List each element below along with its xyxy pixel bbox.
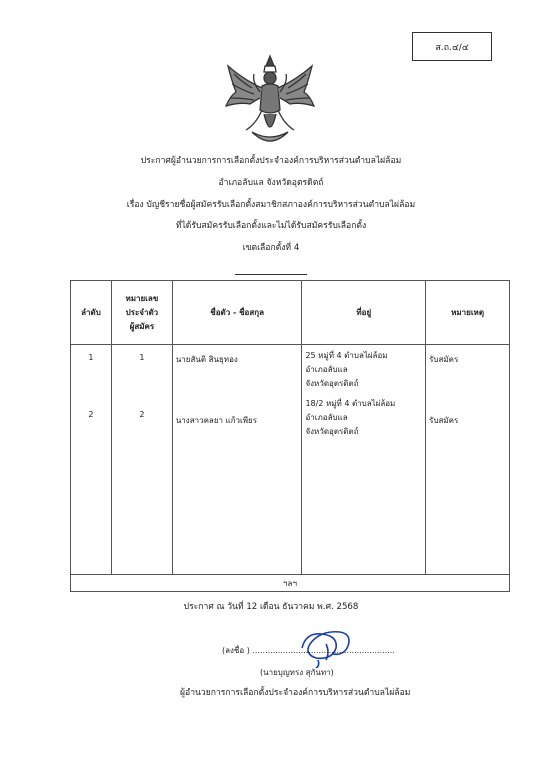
address-line: จังหวัดอุตรดิตถ์ <box>305 427 359 436</box>
col-header-number-line: ผู้สมัคร <box>129 321 155 331</box>
form-code: ส.ถ.๔/๔ <box>435 42 469 53</box>
col-header-number-line: หมายเลข <box>125 293 159 303</box>
signer-name: (นายบุญทรง สุกันทา) <box>260 668 334 677</box>
remark-value: รับสมัคร <box>429 355 459 364</box>
order-value: 2 <box>88 410 94 419</box>
cell-remark <box>426 345 510 575</box>
col-header-order: ลำดับ <box>71 281 112 345</box>
table-footer-row <box>71 575 510 592</box>
col-header-number <box>111 281 172 345</box>
col-header-name: ชื่อตัว - ชื่อสกุล <box>172 281 302 345</box>
name-value: นายสันติ สินธุทอง <box>175 355 238 364</box>
header-line-1: ประกาศผู้อำนวยการการเลือกตั้งประจำองค์การบริหารส่วนตำบลไผ่ล้อม <box>140 156 402 166</box>
header-line-2: อำเภอลับแล จังหวัดอุตรดิตถ์ <box>218 178 324 188</box>
header-line-3: เรื่อง บัญชีรายชื่อผู้สมัครรับเลือกตั้งสมาชิกสภาองค์การบริหารส่วนตำบลไผ่ล้อม <box>126 200 416 210</box>
cell-name <box>172 345 302 575</box>
address-line: 18/2 หมู่ที่ 4 ตำบลไผ่ล้อม <box>305 399 396 408</box>
table-body-row <box>71 345 510 575</box>
name-value: นางสาวคลยา แก้วเพียร <box>175 416 258 425</box>
header-divider <box>235 274 307 275</box>
address-line: อำเภอลับแล <box>305 365 348 374</box>
address-line: อำเภอลับแล <box>305 413 348 422</box>
signer-role: ผู้อำนวยการการเลือกตั้งประจำองค์การบริหารส่วนตำบลไผ่ล้อม <box>180 688 411 698</box>
table-header-row <box>71 281 510 345</box>
form-code-box <box>412 32 492 61</box>
col-header-remark: หมายเหตุ <box>426 281 510 345</box>
candidate-table <box>70 280 510 592</box>
remark-value: รับสมัคร <box>429 416 459 425</box>
table-footer: ฯลฯ <box>71 575 510 592</box>
cell-number <box>111 345 172 575</box>
address-line: จังหวัดอุตรดิตถ์ <box>305 379 359 388</box>
cell-address <box>302 345 426 575</box>
header-line-4: ที่ได้รับสมัครรับเลือกตั้งและไม่ได้รับสมัครรับเลือกตั้ง <box>175 221 367 231</box>
header-line-5: เขตเลือกตั้งที่ 4 <box>242 243 300 253</box>
col-header-address: ที่อยู่ <box>302 281 426 345</box>
cell-order <box>71 345 112 575</box>
announcement-date: ประกาศ ณ วันที่ 12 เดือน ธันวาคม พ.ศ. 2568 <box>183 602 359 612</box>
number-value: 2 <box>139 410 145 419</box>
garuda-emblem-icon <box>222 52 318 152</box>
order-value: 1 <box>88 353 94 362</box>
col-header-number-line: ประจำตัว <box>125 307 159 317</box>
number-value: 1 <box>139 353 145 362</box>
signature-line: (ลงชื่อ ) ........................................................ <box>222 646 395 655</box>
address-line: 25 หมู่ที่ 4 ตำบลไผ่ล้อม <box>305 351 388 360</box>
